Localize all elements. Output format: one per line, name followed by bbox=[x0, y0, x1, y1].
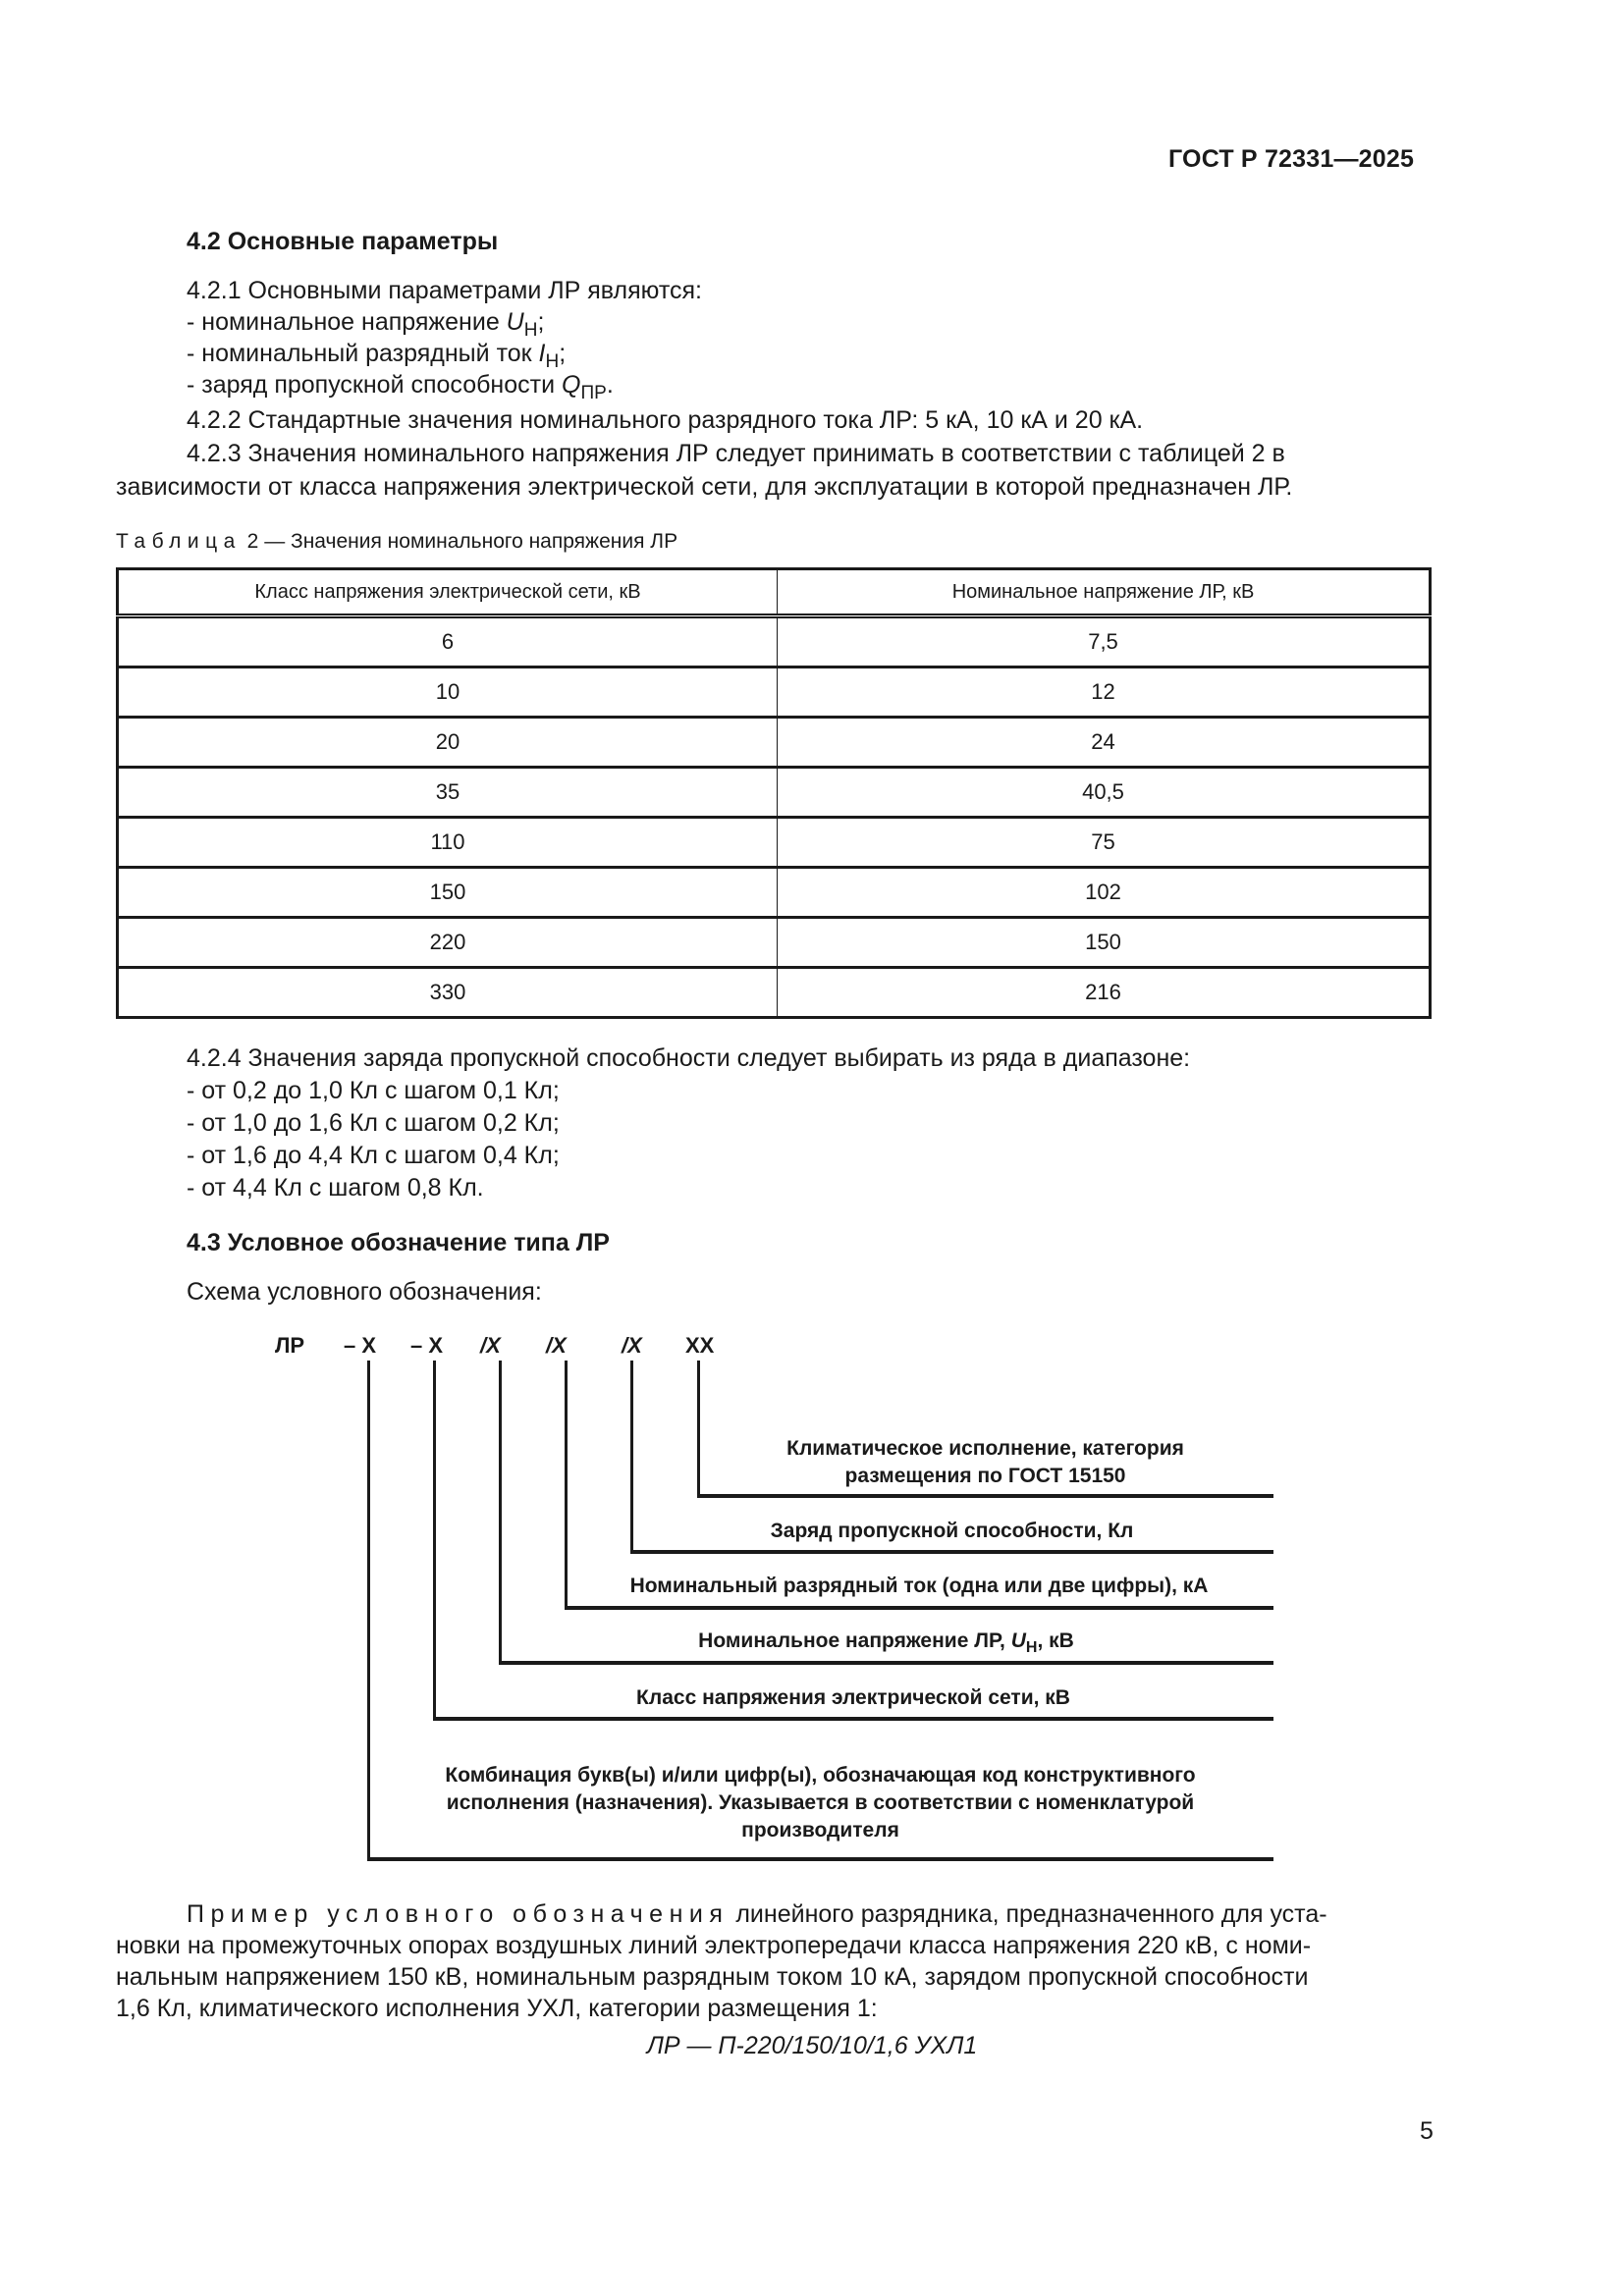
table-row bbox=[118, 667, 1431, 718]
cell-grid-class: 10 bbox=[118, 667, 778, 718]
document-id: ГОСТ Р 72331—2025 bbox=[1168, 145, 1415, 173]
nominal-voltage-table bbox=[116, 567, 1432, 1019]
cell-nominal-voltage: 40,5 bbox=[778, 768, 1431, 818]
scheme-field-voltage: /X bbox=[480, 1333, 501, 1358]
cell-grid-class: 35 bbox=[118, 768, 778, 818]
cell-nominal-voltage: 150 bbox=[778, 918, 1431, 968]
cell-grid-class: 6 bbox=[118, 616, 778, 667]
param-nominal-voltage: - номинальное напряжение $U_Н$; bbox=[187, 308, 545, 341]
paragraph-4-2-1: 4.2.1 Основными параметрами ЛР являются: bbox=[187, 277, 702, 304]
charge-range-item: - от 0,2 до 1,0 Кл с шагом 0,1 Кл; bbox=[187, 1077, 560, 1104]
underline-current bbox=[565, 1606, 1273, 1610]
scheme-prefix: ЛР bbox=[275, 1333, 305, 1358]
section-4-2-title: 4.2 Основные параметры bbox=[187, 228, 499, 255]
cell-grid-class: 330 bbox=[118, 968, 778, 1018]
table-row bbox=[118, 918, 1431, 968]
charge-range-item: - от 1,0 до 1,6 Кл с шагом 0,2 Кл; bbox=[187, 1109, 560, 1137]
paragraph-4-2-2: 4.2.2 Стандартные значения номинального разрядного тока ЛР: 5 кА, 10 кА и 20 кА. bbox=[187, 406, 1144, 434]
label-charge: Заряд пропускной способности, Кл bbox=[770, 1520, 1134, 1542]
scheme-intro: Схема условного обозначения: bbox=[187, 1278, 542, 1306]
table-row bbox=[118, 718, 1431, 768]
cell-grid-class: 150 bbox=[118, 868, 778, 918]
example-line1: Пример условного обозначения линейного разрядника, предназначенного для уста- bbox=[187, 1900, 1327, 1928]
section-4-3-title: 4.3 Условное обозначение типа ЛР bbox=[187, 1229, 610, 1256]
underline-code bbox=[367, 1857, 1273, 1861]
paragraph-4-2-3-line1: 4.2.3 Значения номинального напряжения ЛР следует принимать в соответствии с таблицей 2 в bbox=[187, 440, 1285, 467]
label-climate: Климатическое исполнение, категория размещения по ГОСТ 15150 bbox=[786, 1437, 1184, 1487]
cell-grid-class: 220 bbox=[118, 918, 778, 968]
example-formula: ЛР — П-220/150/10/1,6 УХЛ1 bbox=[646, 2032, 978, 2059]
cell-nominal-voltage: 75 bbox=[778, 818, 1431, 868]
scheme-field-grid-class: – X bbox=[410, 1333, 444, 1358]
table-row bbox=[118, 868, 1431, 918]
underline-climate bbox=[697, 1494, 1273, 1498]
scheme-field-code: – X bbox=[344, 1333, 377, 1358]
cell-nominal-voltage: 24 bbox=[778, 718, 1431, 768]
charge-range-item: - от 1,6 до 4,4 Кл с шагом 0,4 Кл; bbox=[187, 1142, 560, 1169]
label-code: Комбинация букв(ы) и/или цифр(ы), обозначающая код конструктивного исполнения (назначения). Указывается в соответствии с номенклатурой производителя bbox=[445, 1764, 1196, 1842]
page-number: 5 bbox=[1420, 2117, 1434, 2145]
example-line3: нальным напряжением 150 кВ, номинальным разрядным током 10 кА, зарядом пропускной способности bbox=[116, 1963, 1309, 1991]
param-nominal-current: - номинальный разрядный ток $I_Н$; bbox=[187, 340, 567, 372]
table-row bbox=[118, 616, 1431, 667]
label-current: Номинальный разрядный ток (одна или две цифры), кА bbox=[629, 1575, 1209, 1597]
underline-charge bbox=[630, 1550, 1273, 1554]
charge-range-item: - от 4,4 Кл с шагом 0,8 Кл. bbox=[187, 1174, 484, 1201]
cell-grid-class: 20 bbox=[118, 718, 778, 768]
example-line2: новки на промежуточных опорах воздушных линий электропередачи класса напряжения 220 кВ, с номи- bbox=[116, 1932, 1312, 1959]
underline-grid-class bbox=[433, 1717, 1273, 1721]
cell-nominal-voltage: 12 bbox=[778, 667, 1431, 718]
example-line4: 1,6 Кл, климатического исполнения УХЛ, категории размещения 1: bbox=[116, 1995, 878, 2022]
cell-nominal-voltage: 216 bbox=[778, 968, 1431, 1018]
table-header-row bbox=[118, 569, 1431, 616]
table-row bbox=[118, 818, 1431, 868]
table-row bbox=[118, 968, 1431, 1018]
param-charge-capacity: - заряд пропускной способности $Q_{ПР}$. bbox=[187, 371, 614, 403]
cell-nominal-voltage: 7,5 bbox=[1088, 629, 1118, 654]
column-header-nominal-voltage: Номинальное напряжение ЛР, кВ bbox=[778, 569, 1431, 616]
paragraph-4-2-4: 4.2.4 Значения заряда пропускной способности следует выбирать из ряда в диапазоне: bbox=[187, 1044, 1191, 1072]
scheme-field-charge: /X bbox=[622, 1333, 642, 1358]
table-row bbox=[118, 768, 1431, 818]
label-grid-class: Класс напряжения электрической сети, кВ bbox=[636, 1686, 1070, 1709]
scheme-field-climate: XX bbox=[685, 1333, 715, 1358]
leader-grid-class bbox=[433, 1361, 436, 1721]
paragraph-4-2-3-line2: зависимости от класса напряжения электрической сети, для эксплуатации в которой предназначен ЛР. bbox=[116, 473, 1293, 501]
leader-voltage bbox=[499, 1361, 502, 1665]
scheme-field-current: /X bbox=[546, 1333, 567, 1358]
cell-grid-class: 110 bbox=[118, 818, 778, 868]
cell-nominal-voltage: 102 bbox=[778, 868, 1431, 918]
table-caption: Таблица 2 — Значения номинального напряжения ЛР bbox=[116, 530, 678, 553]
column-header-grid-class: Класс напряжения электрической сети, кВ bbox=[118, 569, 778, 616]
label-voltage: Номинальное напряжение ЛР, $U_Н$, кВ bbox=[698, 1629, 1074, 1656]
